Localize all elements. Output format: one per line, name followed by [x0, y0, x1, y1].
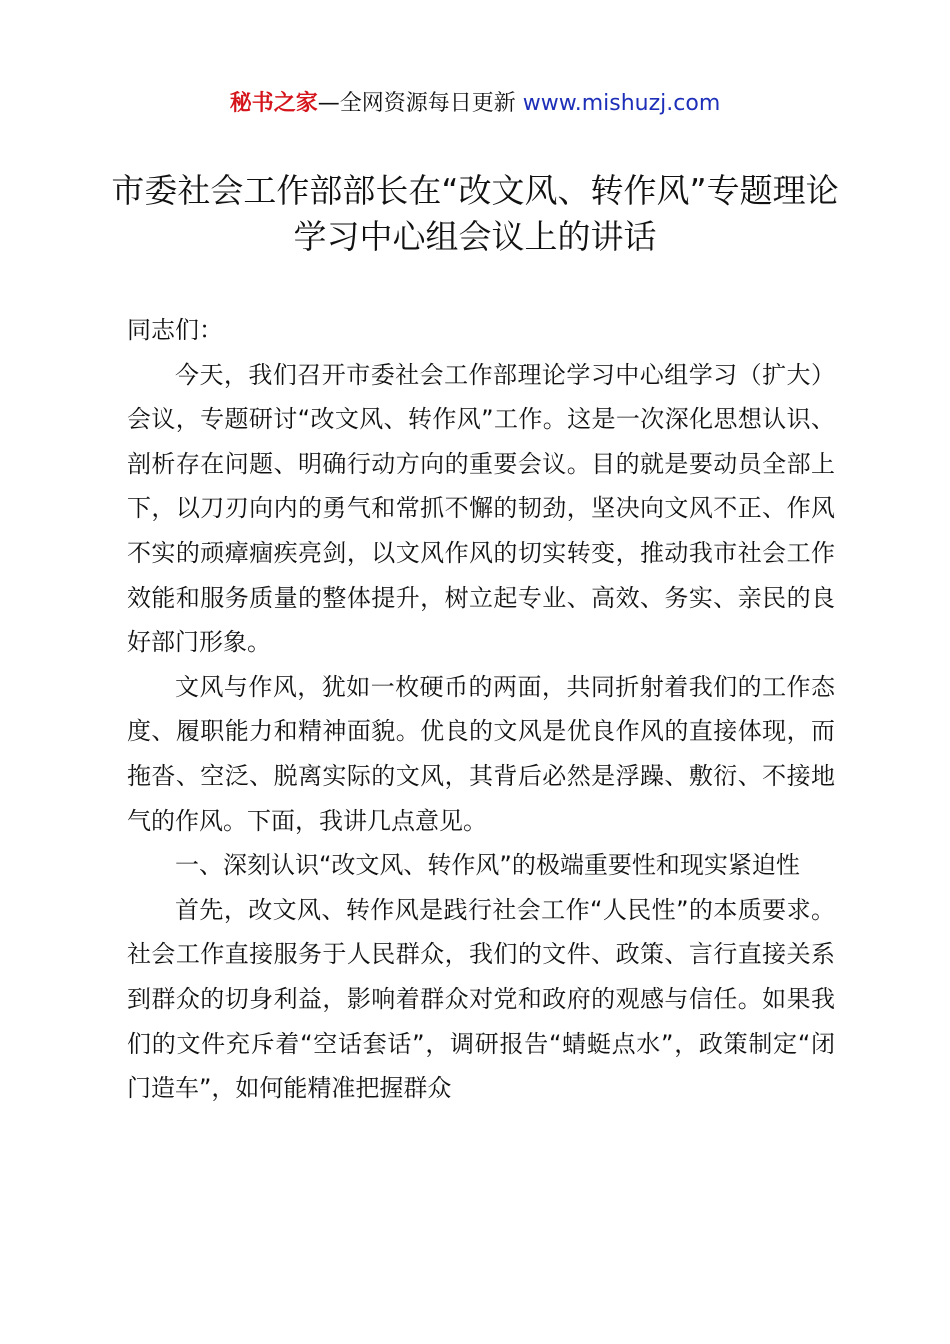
site-url: www.mishuzj.com: [522, 91, 721, 116]
section-heading: 一、深刻认识“改文风、转作风”的极端重要性和现实紧迫性: [175, 851, 800, 880]
paragraph: 今天，我们召开市委社会工作部理论学习中心组学习（扩大）会议，专题研讨“改文风、转作风”工作。这是一次深化思想认识、剖析存在问题、明确行动方向的重要会议。目的就是要动员全部上下，以刀刃向内的勇气和常抓不懈的韧劲，坚决向文风不正、作风不实的顽瘴痼疾亮剑，以文风作风的切实转变，推动我市社会工作效能和服务质量的整体提升，树立起专业、高效、务实、亲民的良好部门形象。: [127, 360, 835, 657]
paragraph: 首先，改文风、转作风是践行社会工作“人民性”的本质要求。社会工作直接服务于人民群众，我们的文件、政策、言行直接关系到群众的切身利益，影响着群众对党和政府的观感与信任。如果我们的文件充斥着“空话套话”，调研报告“蜻蜓点水”，政策制定“闭门造车”，如何能精准把握群众: [127, 895, 835, 1103]
brand-tagline: —全网资源每日更新: [317, 91, 523, 116]
watermark-header: [0, 88, 950, 120]
document-body: [127, 308, 835, 1111]
salutation: 同志们：: [127, 316, 223, 344]
brand-name: 秘书之家: [229, 91, 318, 116]
document-title: 市委社会工作部部长在“改文风、转作风”专题理论学习中心组会议上的讲话: [111, 171, 839, 256]
paragraph: 文风与作风，犹如一枚硬币的两面，共同折射着我们的工作态度、履职能力和精神面貌。优良的文风是优良作风的直接体现，而拖沓、空泛、脱离实际的文风，其背后必然是浮躁、敷衍、不接地气的作风。下面，我讲几点意见。: [127, 672, 835, 835]
